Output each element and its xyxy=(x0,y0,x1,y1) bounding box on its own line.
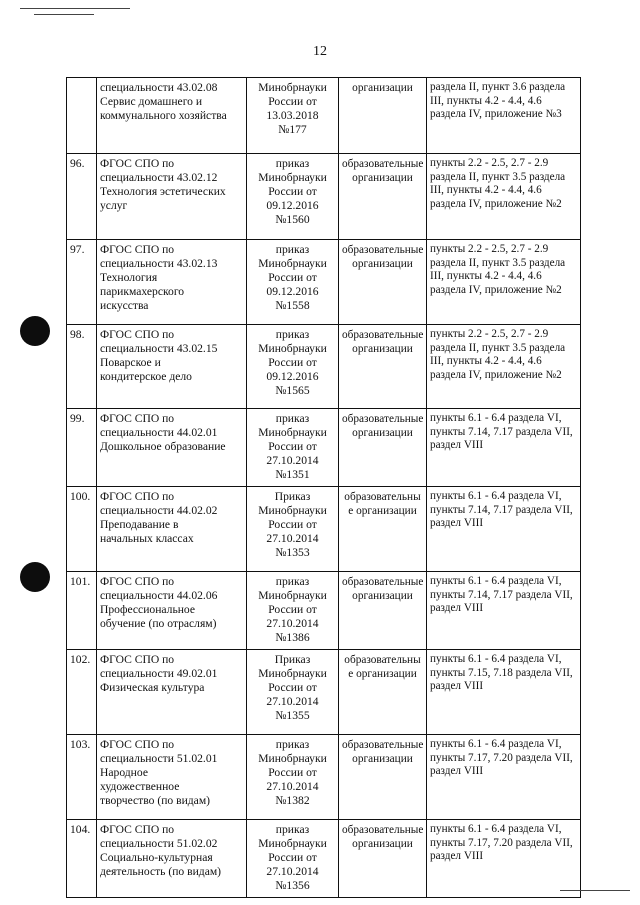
applicability-scope: образовательны е организации xyxy=(339,650,427,735)
order-reference: приказ Минобрнауки России от 27.10.2014 №1356 xyxy=(247,820,339,898)
standard-name: ФГОС СПО по специальности 43.02.13 Технология парикмахерского искусства xyxy=(97,240,247,325)
applicability-scope: образовательны е организации xyxy=(339,487,427,572)
standard-name: ФГОС СПО по специальности 44.02.06 Профессиональное обучение (по отраслям) xyxy=(97,572,247,650)
applicability-scope: образовательные организации xyxy=(339,325,427,409)
applicability-scope: образовательные организации xyxy=(339,409,427,487)
standard-name: ФГОС СПО по специальности 43.02.12 Технология эстетических услуг xyxy=(97,154,247,240)
table-row xyxy=(67,735,581,820)
punch-hole xyxy=(20,316,50,346)
standard-name: ФГОС СПО по специальности 49.02.01 Физическая культура xyxy=(97,650,247,735)
order-reference: приказ Минобрнауки России от 27.10.2014 №1382 xyxy=(247,735,339,820)
sections-reference: пункты 6.1 - 6.4 раздела VI, пункты 7.14, 7.17 раздела VII, раздел VIII xyxy=(427,487,581,572)
order-reference: Приказ Минобрнауки России от 27.10.2014 №1355 xyxy=(247,650,339,735)
order-reference: Минобрнауки России от 13.03.2018 №177 xyxy=(247,78,339,154)
row-number: 98. xyxy=(67,325,97,409)
row-number: 99. xyxy=(67,409,97,487)
standard-name: специальности 43.02.08 Сервис домашнего и коммунального хозяйства xyxy=(97,78,247,154)
row-number: 104. xyxy=(67,820,97,898)
applicability-scope: образовательные организации xyxy=(339,154,427,240)
row-number: 97. xyxy=(67,240,97,325)
table-row xyxy=(67,325,581,409)
table-row xyxy=(67,240,581,325)
table-row xyxy=(67,409,581,487)
applicability-scope: образовательные организации xyxy=(339,240,427,325)
sections-reference: пункты 2.2 - 2.5, 2.7 - 2.9 раздела II, пункт 3.5 раздела III, пункты 4.2 - 4.4, 4.6 раздела IV, приложение №2 xyxy=(427,325,581,409)
row-number: 96. xyxy=(67,154,97,240)
standard-name: ФГОС СПО по специальности 43.02.15 Поварское и кондитерское дело xyxy=(97,325,247,409)
sections-reference: пункты 6.1 - 6.4 раздела VI, пункты 7.14, 7.17 раздела VII, раздел VIII xyxy=(427,572,581,650)
order-reference: приказ Минобрнауки России от 27.10.2014 №1351 xyxy=(247,409,339,487)
table-row xyxy=(67,650,581,735)
applicability-scope: образовательные организации xyxy=(339,572,427,650)
standard-name: ФГОС СПО по специальности 51.02.02 Социально-культурная деятельность (по видам) xyxy=(97,820,247,898)
table-row xyxy=(67,820,581,898)
row-number: 101. xyxy=(67,572,97,650)
sections-reference: раздела II, пункт 3.6 раздела III, пункты 4.2 - 4.4, 4.6 раздела IV, приложение №3 xyxy=(427,78,581,154)
page-number: 12 xyxy=(313,44,327,59)
scan-artifact-line xyxy=(560,890,630,891)
applicability-scope: образовательные организации xyxy=(339,735,427,820)
order-reference: Приказ Минобрнауки России от 27.10.2014 №1353 xyxy=(247,487,339,572)
scan-artifact-line xyxy=(20,8,130,9)
order-reference: приказ Минобрнауки России от 09.12.2016 №1560 xyxy=(247,154,339,240)
sections-reference: пункты 6.1 - 6.4 раздела VI, пункты 7.15, 7.18 раздела VII, раздел VIII xyxy=(427,650,581,735)
scan-artifact-line xyxy=(34,14,94,15)
standard-name: ФГОС СПО по специальности 44.02.02 Преподавание в начальных классах xyxy=(97,487,247,572)
row-number: 103. xyxy=(67,735,97,820)
standard-name: ФГОС СПО по специальности 51.02.01 Народное художественное творчество (по видам) xyxy=(97,735,247,820)
standards-table xyxy=(66,77,581,898)
row-number xyxy=(67,78,97,154)
order-reference: приказ Минобрнауки России от 27.10.2014 №1386 xyxy=(247,572,339,650)
sections-reference: пункты 2.2 - 2.5, 2.7 - 2.9 раздела II, пункт 3.5 раздела III, пункты 4.2 - 4.4, 4.6 раздела IV, приложение №2 xyxy=(427,240,581,325)
applicability-scope: организации xyxy=(339,78,427,154)
sections-reference: пункты 6.1 - 6.4 раздела VI, пункты 7.17, 7.20 раздела VII, раздел VIII xyxy=(427,735,581,820)
row-number: 100. xyxy=(67,487,97,572)
punch-hole xyxy=(20,562,50,592)
order-reference: приказ Минобрнауки России от 09.12.2016 №1565 xyxy=(247,325,339,409)
sections-reference: пункты 6.1 - 6.4 раздела VI, пункты 7.14, 7.17 раздела VII, раздел VIII xyxy=(427,409,581,487)
table-row xyxy=(67,572,581,650)
applicability-scope: образовательные организации xyxy=(339,820,427,898)
table-row xyxy=(67,78,581,154)
order-reference: приказ Минобрнауки России от 09.12.2016 №1558 xyxy=(247,240,339,325)
sections-reference: пункты 6.1 - 6.4 раздела VI, пункты 7.17, 7.20 раздела VII, раздел VIII xyxy=(427,820,581,898)
table-row xyxy=(67,154,581,240)
standard-name: ФГОС СПО по специальности 44.02.01 Дошкольное образование xyxy=(97,409,247,487)
table-row xyxy=(67,487,581,572)
row-number: 102. xyxy=(67,650,97,735)
sections-reference: пункты 2.2 - 2.5, 2.7 - 2.9 раздела II, пункт 3.5 раздела III, пункты 4.2 - 4.4, 4.6 раздела IV, приложение №2 xyxy=(427,154,581,240)
